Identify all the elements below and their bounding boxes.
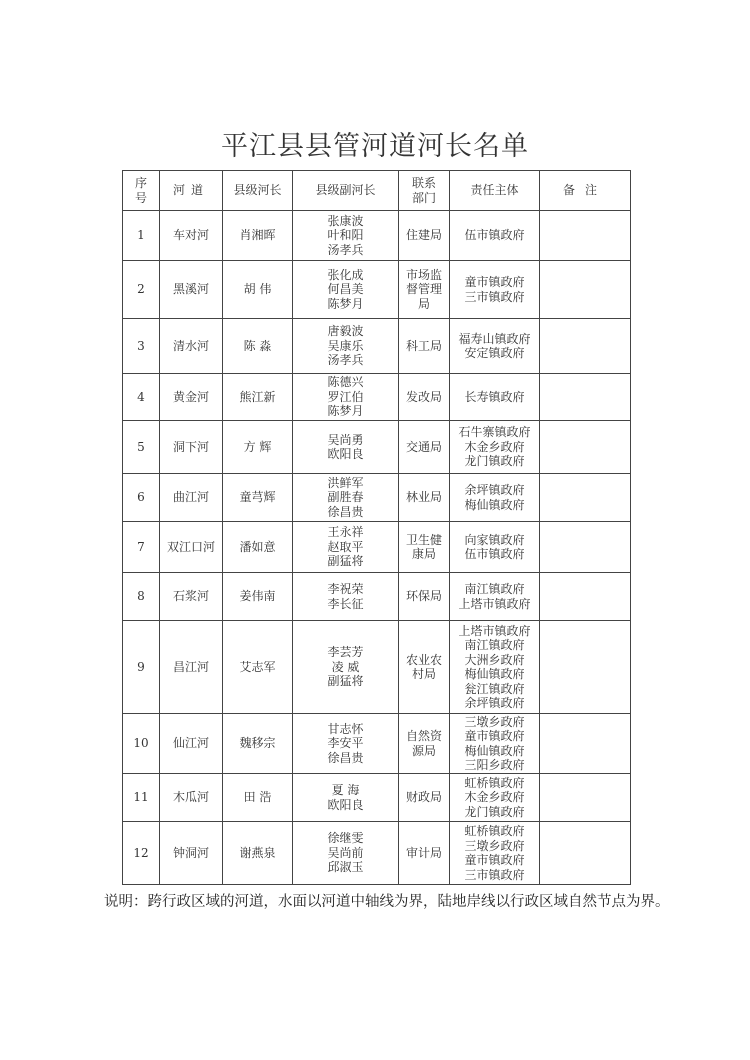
table-header-row xyxy=(123,171,631,211)
cell-text: 徐昌贵 xyxy=(327,750,364,765)
deputy-chiefs xyxy=(293,774,399,822)
contact-department xyxy=(399,822,450,885)
cell-text: 夏 海 xyxy=(331,783,360,797)
cell-text: 钟洞河 xyxy=(172,845,209,860)
cell-text: 胡 伟 xyxy=(243,282,272,297)
table-row xyxy=(123,714,631,774)
cell-text: 三市镇政府 xyxy=(464,867,525,882)
cell-text: 福寿山镇政府 xyxy=(458,331,531,346)
responsible-entities xyxy=(450,211,540,261)
remark-cell xyxy=(540,621,631,714)
deputy-chiefs xyxy=(293,714,399,774)
deputy-chiefs xyxy=(293,421,399,474)
cell-text: 副猛将 xyxy=(327,554,364,569)
cell-text: 伍市镇政府 xyxy=(464,547,525,561)
contact-department xyxy=(399,522,450,573)
cell-text: 张康波 xyxy=(327,213,364,228)
contact-department xyxy=(399,211,450,261)
cell-text: 自然资源局 xyxy=(405,729,442,758)
responsible-entities xyxy=(450,774,540,822)
cell-text: 余坪镇政府 xyxy=(464,696,525,710)
cell-text: 童市镇政府 xyxy=(464,275,525,289)
cell-text: 童市镇政府 xyxy=(464,729,525,743)
cell-text: 肖湘晖 xyxy=(239,228,276,243)
contact-department xyxy=(399,774,450,822)
cell-text: 交通局 xyxy=(405,439,442,454)
cell-text: 虹桥镇政府 xyxy=(464,775,525,790)
deputy-chiefs xyxy=(293,261,399,319)
cell-text: 8 xyxy=(137,589,145,604)
cell-text: 仙江河 xyxy=(172,736,209,751)
remark-cell xyxy=(540,474,631,522)
row-number xyxy=(123,374,160,421)
responsible-entities xyxy=(450,714,540,774)
row-number xyxy=(123,522,160,573)
remark-cell xyxy=(540,319,631,374)
cell-text: 唐毅波 xyxy=(327,324,364,339)
cell-text: 上塔市镇政府 xyxy=(458,596,531,611)
table-row xyxy=(123,319,631,374)
cell-text: 邱淑玉 xyxy=(327,860,364,875)
river-chief-table xyxy=(122,170,631,885)
remark-cell xyxy=(540,714,631,774)
cell-text: 何昌美 xyxy=(327,282,364,297)
cell-text: 1 xyxy=(137,228,145,243)
cell-text: 财政局 xyxy=(405,790,442,805)
header-remark: 备注 xyxy=(540,171,631,211)
river-name xyxy=(160,714,223,774)
county-chief xyxy=(223,774,293,822)
cell-text: 2 xyxy=(137,282,145,297)
table-row xyxy=(123,374,631,421)
river-name xyxy=(160,774,223,822)
county-chief xyxy=(223,522,293,573)
responsible-entities xyxy=(450,374,540,421)
cell-text: 凌 威 xyxy=(331,659,360,674)
row-number xyxy=(123,573,160,621)
contact-department xyxy=(399,474,450,522)
row-number xyxy=(123,261,160,319)
contact-department xyxy=(399,374,450,421)
header-river: 河道 xyxy=(160,171,223,211)
deputy-chiefs xyxy=(293,374,399,421)
cell-text: 清水河 xyxy=(172,338,209,353)
river-name xyxy=(160,261,223,319)
cell-text: 6 xyxy=(137,490,145,505)
responsible-entities xyxy=(450,474,540,522)
cell-text: 李安平 xyxy=(327,736,364,751)
cell-text: 三墩乡政府 xyxy=(464,838,525,853)
cell-text: 环保局 xyxy=(405,589,442,604)
cell-text: 李芸芳 xyxy=(327,645,364,660)
county-chief xyxy=(223,374,293,421)
cell-text: 陈梦月 xyxy=(327,296,364,311)
county-chief xyxy=(223,319,293,374)
cell-text: 洪鲜军 xyxy=(327,475,364,490)
cell-text: 车对河 xyxy=(172,228,209,243)
deputy-chiefs xyxy=(293,211,399,261)
cell-text: 叶和阳 xyxy=(327,228,364,243)
cell-text: 瓮江镇政府 xyxy=(464,681,525,696)
header-resp: 责任主体 xyxy=(450,171,540,211)
cell-text: 艾志军 xyxy=(239,659,276,674)
table-row xyxy=(123,522,631,573)
cell-text: 梅仙镇政府 xyxy=(464,743,525,758)
river-name xyxy=(160,621,223,714)
cell-text: 11 xyxy=(133,790,149,805)
remark-cell xyxy=(540,421,631,474)
river-name xyxy=(160,822,223,885)
river-name xyxy=(160,573,223,621)
river-name xyxy=(160,374,223,421)
table-row xyxy=(123,261,631,319)
row-number xyxy=(123,474,160,522)
contact-department xyxy=(399,319,450,374)
table-row xyxy=(123,573,631,621)
river-name xyxy=(160,421,223,474)
cell-text: 虹桥镇政府 xyxy=(464,824,525,838)
cell-text: 罗江伯 xyxy=(327,389,364,404)
header-dept: 联系部门 xyxy=(399,171,450,211)
cell-text: 方 辉 xyxy=(243,439,272,454)
cell-text: 12 xyxy=(133,845,149,860)
cell-text: 童芎辉 xyxy=(239,490,276,505)
cell-text: 欧阳良 xyxy=(327,797,364,812)
cell-text: 李长征 xyxy=(327,596,364,611)
cell-text: 吴康乐 xyxy=(327,338,364,353)
table-row xyxy=(123,474,631,522)
cell-text: 张化成 xyxy=(327,267,364,282)
cell-text: 汤孝兵 xyxy=(327,353,364,368)
cell-text: 农业农村局 xyxy=(405,652,442,681)
cell-text: 龙门镇政府 xyxy=(464,804,525,819)
cell-text: 5 xyxy=(137,439,145,454)
remark-cell xyxy=(540,822,631,885)
cell-text: 住建局 xyxy=(405,228,442,243)
table-row xyxy=(123,774,631,822)
river-name xyxy=(160,522,223,573)
deputy-chiefs xyxy=(293,573,399,621)
cell-text: 三阳乡政府 xyxy=(464,758,525,772)
cell-text: 安定镇政府 xyxy=(464,346,525,360)
cell-text: 长寿镇政府 xyxy=(464,389,525,404)
county-chief xyxy=(223,421,293,474)
cell-text: 梅仙镇政府 xyxy=(464,497,525,512)
table-row xyxy=(123,421,631,474)
river-name xyxy=(160,319,223,374)
remark-cell xyxy=(540,374,631,421)
county-chief xyxy=(223,261,293,319)
explanatory-note: 说明：跨行政区域的河道，水面以河道中轴线为界，陆地岸线以行政区域自然节点为界。 xyxy=(104,894,670,910)
cell-text: 熊江新 xyxy=(239,389,276,404)
cell-text: 汤孝兵 xyxy=(327,242,364,257)
cell-text: 黄金河 xyxy=(172,389,209,404)
cell-text: 三市镇政府 xyxy=(464,289,525,304)
cell-text: 7 xyxy=(137,539,145,554)
responsible-entities xyxy=(450,319,540,374)
remark-cell xyxy=(540,774,631,822)
county-chief xyxy=(223,621,293,714)
cell-text: 吴尚前 xyxy=(327,845,364,860)
cell-text: 魏移宗 xyxy=(239,736,276,751)
remark-cell xyxy=(540,522,631,573)
cell-text: 上塔市镇政府 xyxy=(458,623,531,638)
cell-text: 谢燕泉 xyxy=(239,845,276,860)
deputy-chiefs xyxy=(293,522,399,573)
responsible-entities xyxy=(450,573,540,621)
responsible-entities xyxy=(450,522,540,573)
cell-text: 赵取平 xyxy=(327,539,364,554)
row-number xyxy=(123,714,160,774)
cell-text: 石浆河 xyxy=(172,589,209,604)
cell-text: 林业局 xyxy=(405,490,442,505)
cell-text: 徐继雯 xyxy=(327,831,364,846)
table-row xyxy=(123,211,631,261)
cell-text: 欧阳良 xyxy=(327,447,364,461)
cell-text: 木瓜河 xyxy=(172,790,209,805)
cell-text: 9 xyxy=(137,659,145,674)
table-row xyxy=(123,822,631,885)
cell-text: 昌江河 xyxy=(172,659,209,674)
cell-text: 王永祥 xyxy=(327,525,364,540)
header-chief: 县级河长 xyxy=(223,171,293,211)
cell-text: 陈梦月 xyxy=(327,404,364,419)
cell-text: 4 xyxy=(137,389,145,404)
cell-text: 南江镇政府 xyxy=(464,582,525,596)
county-chief xyxy=(223,714,293,774)
cell-text: 伍市镇政府 xyxy=(464,228,525,243)
deputy-chiefs xyxy=(293,621,399,714)
cell-text: 双江口河 xyxy=(166,539,215,554)
cell-text: 副猛将 xyxy=(327,674,364,689)
contact-department xyxy=(399,261,450,319)
row-number xyxy=(123,211,160,261)
remark-cell xyxy=(540,573,631,621)
cell-text: 甘志怀 xyxy=(327,721,364,736)
county-chief xyxy=(223,573,293,621)
cell-text: 李祝荣 xyxy=(327,582,364,596)
cell-text: 姜伟南 xyxy=(239,589,276,604)
row-number xyxy=(123,822,160,885)
cell-text: 童市镇政府 xyxy=(464,853,525,867)
cell-text: 木金乡政府 xyxy=(464,439,525,454)
deputy-chiefs xyxy=(293,822,399,885)
page-title: 平江县县管河道河长名单 xyxy=(221,131,529,162)
cell-text: 3 xyxy=(137,338,145,353)
remark-cell xyxy=(540,261,631,319)
remark-cell xyxy=(540,211,631,261)
cell-text: 洞下河 xyxy=(172,439,209,454)
contact-department xyxy=(399,714,450,774)
cell-text: 卫生健康局 xyxy=(405,532,442,561)
cell-text: 徐昌贵 xyxy=(327,504,364,519)
cell-text: 曲江河 xyxy=(172,490,209,505)
row-number xyxy=(123,421,160,474)
river-name xyxy=(160,211,223,261)
county-chief xyxy=(223,474,293,522)
cell-text: 木金乡政府 xyxy=(464,790,525,805)
cell-text: 陈德兴 xyxy=(327,375,364,390)
contact-department xyxy=(399,621,450,714)
cell-text: 10 xyxy=(133,736,149,751)
county-chief xyxy=(223,211,293,261)
header-no: 序号 xyxy=(123,171,160,211)
cell-text: 审计局 xyxy=(405,845,442,860)
row-number xyxy=(123,774,160,822)
responsible-entities xyxy=(450,621,540,714)
cell-text: 余坪镇政府 xyxy=(464,483,525,497)
row-number xyxy=(123,621,160,714)
cell-text: 向家镇政府 xyxy=(464,532,525,547)
responsible-entities xyxy=(450,261,540,319)
cell-text: 龙门镇政府 xyxy=(464,454,525,469)
deputy-chiefs xyxy=(293,319,399,374)
contact-department xyxy=(399,421,450,474)
responsible-entities xyxy=(450,421,540,474)
cell-text: 发改局 xyxy=(405,389,442,404)
table-row xyxy=(123,621,631,714)
cell-text: 潘如意 xyxy=(239,539,276,554)
contact-department xyxy=(399,573,450,621)
cell-text: 陈 淼 xyxy=(243,338,272,353)
cell-text: 大洲乡政府 xyxy=(464,652,525,667)
cell-text: 副胜春 xyxy=(327,490,364,505)
cell-text: 吴尚勇 xyxy=(327,432,364,447)
cell-text: 市场监督管理局 xyxy=(405,267,442,311)
deputy-chiefs xyxy=(293,474,399,522)
row-number xyxy=(123,319,160,374)
cell-text: 南江镇政府 xyxy=(464,638,525,652)
cell-text: 科工局 xyxy=(405,338,442,353)
header-deputy: 县级副河长 xyxy=(293,171,399,211)
cell-text: 石牛寨镇政府 xyxy=(458,425,531,440)
cell-text: 田 浩 xyxy=(243,790,272,805)
cell-text: 黑溪河 xyxy=(172,282,209,297)
cell-text: 三墩乡政府 xyxy=(464,714,525,729)
cell-text: 梅仙镇政府 xyxy=(464,667,525,681)
river-name xyxy=(160,474,223,522)
responsible-entities xyxy=(450,822,540,885)
county-chief xyxy=(223,822,293,885)
